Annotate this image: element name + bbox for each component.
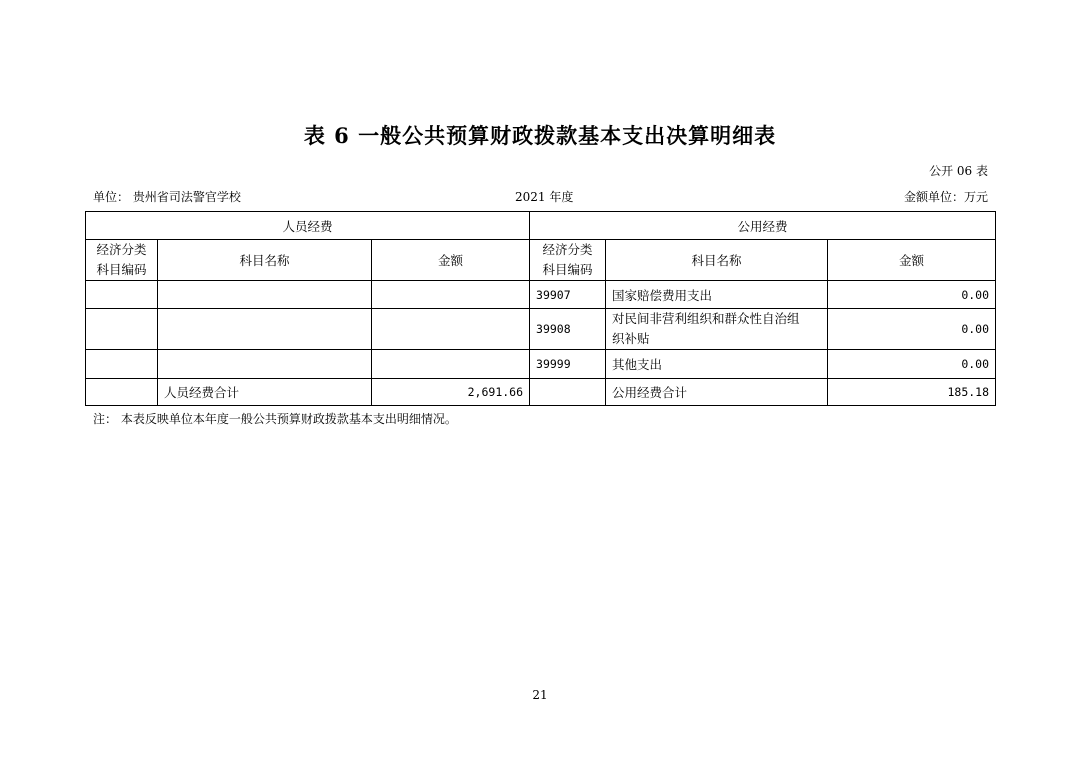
empty-cell: [530, 379, 606, 406]
table-row: [86, 309, 996, 350]
totals-row: [86, 379, 996, 406]
empty-cell: [86, 379, 158, 406]
col-header-amount: 金额: [828, 240, 996, 281]
empty-cell: [86, 309, 158, 350]
empty-cell: [158, 281, 372, 309]
col-header-name: 科目名称: [158, 240, 372, 281]
row-amount: 0.00: [828, 281, 996, 309]
row-code: 39908: [530, 309, 606, 350]
row-amount: 0.00: [828, 350, 996, 379]
group-header-public: 公用经费: [530, 212, 996, 240]
empty-cell: [86, 350, 158, 379]
form-number: 公开 06 表: [929, 164, 988, 178]
empty-cell: [158, 309, 372, 350]
page-number: 21: [532, 688, 548, 702]
total-personnel-label: 人员经费合计: [158, 379, 372, 406]
row-name: 国家赔偿费用支出: [606, 281, 828, 309]
table-row: [86, 281, 996, 309]
col-header-name: 科目名称: [606, 240, 828, 281]
table-row: [86, 350, 996, 379]
row-amount: 0.00: [828, 309, 996, 350]
empty-cell: [372, 309, 530, 350]
empty-cell: [158, 350, 372, 379]
year-label: 2021 年度: [515, 190, 574, 204]
footnote: 注： 本表反映单位本年度一般公共预算财政拨款基本支出明细情况。: [93, 412, 457, 426]
row-name: 对民间非营利组织和群众性自治组 织补贴: [606, 309, 828, 350]
empty-cell: [372, 281, 530, 309]
page-title: 表 6 一般公共预算财政拨款基本支出决算明细表: [303, 123, 777, 148]
total-public-label: 公用经费合计: [606, 379, 828, 406]
row-name: 其他支出: [606, 350, 828, 379]
total-public-amount: 185.18: [828, 379, 996, 406]
row-code: 39999: [530, 350, 606, 379]
col-header-code: 经济分类 科目编码: [530, 240, 606, 281]
group-header-personnel: 人员经费: [86, 212, 530, 240]
empty-cell: [86, 281, 158, 309]
col-header-code: 经济分类 科目编码: [86, 240, 158, 281]
col-header-amount: 金额: [372, 240, 530, 281]
row-code: 39907: [530, 281, 606, 309]
money-unit-label: 金额单位：万元: [903, 190, 988, 204]
unit-label: 单位： 贵州省司法警官学校: [93, 190, 241, 204]
expenditure-table: [85, 211, 996, 406]
empty-cell: [372, 350, 530, 379]
total-personnel-amount: 2,691.66: [372, 379, 530, 406]
